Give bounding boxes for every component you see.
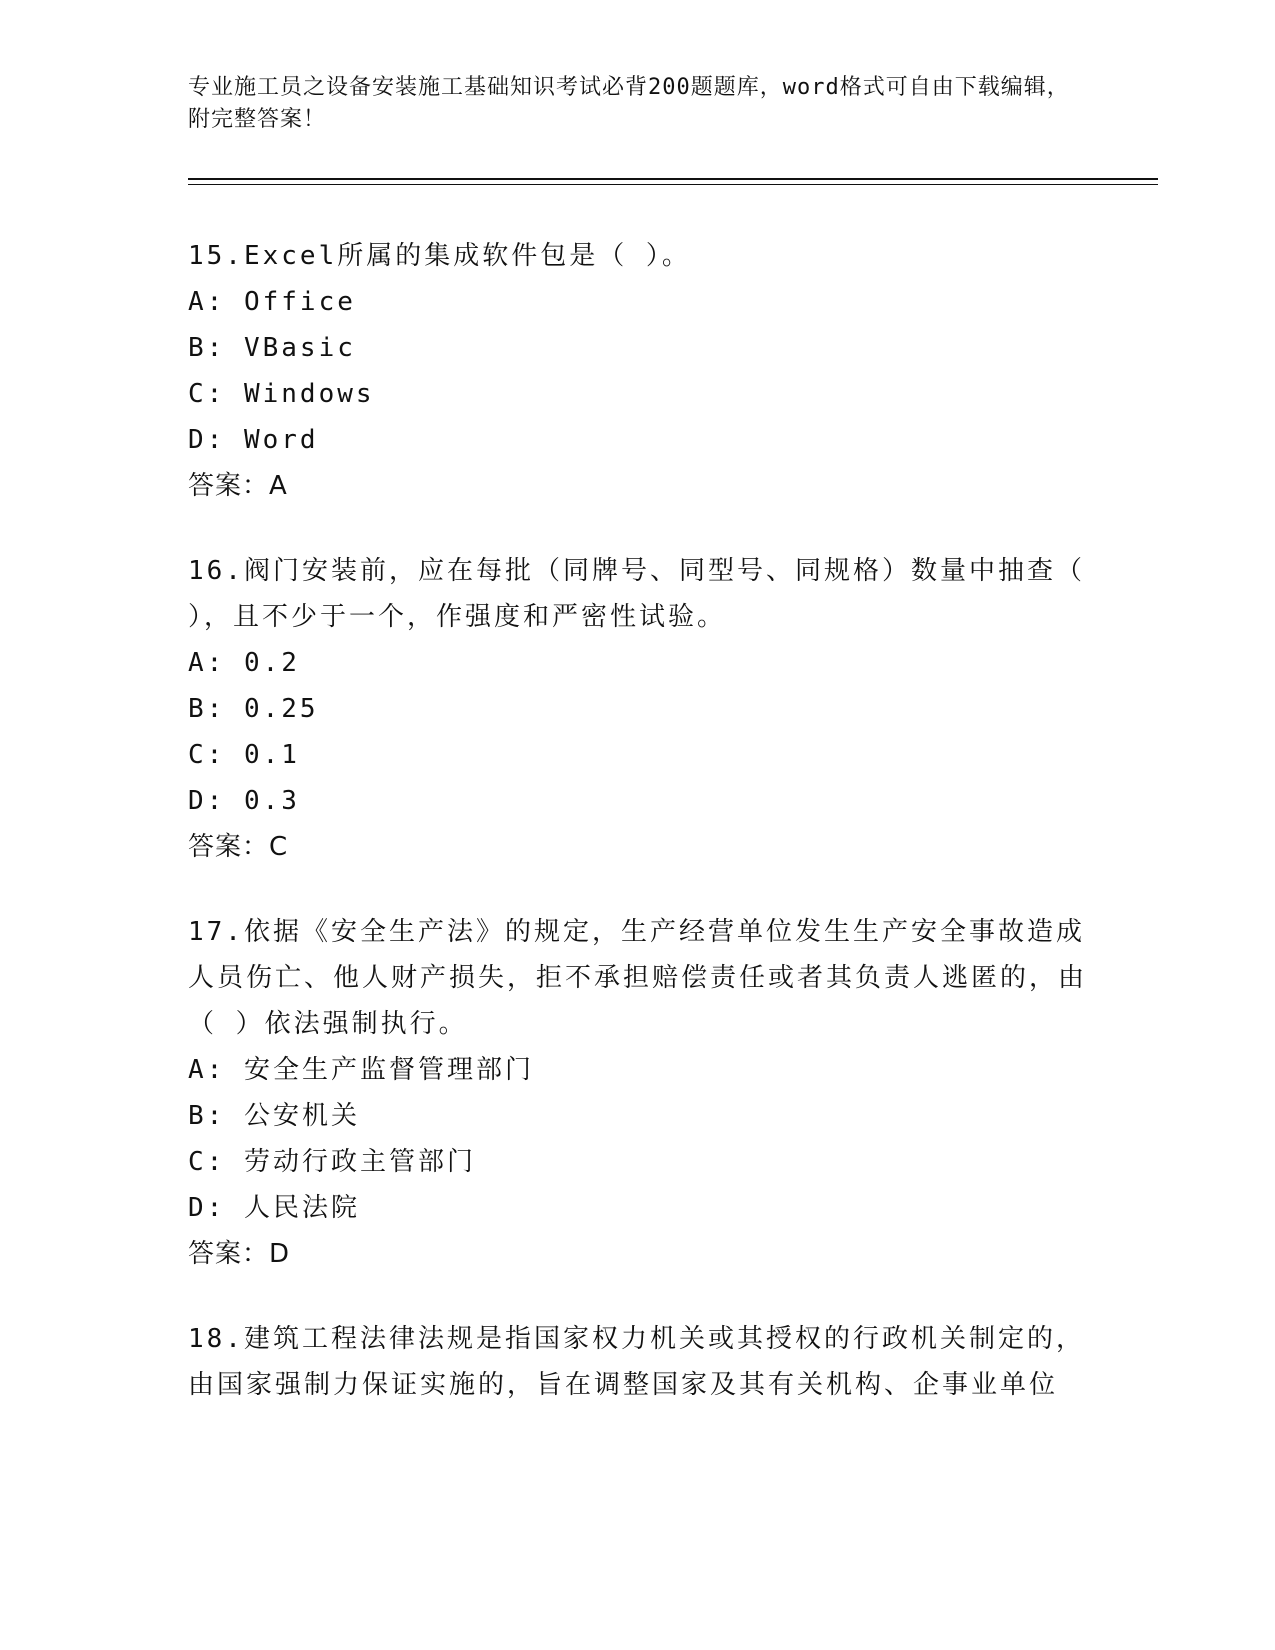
option-d: D: Word <box>188 425 319 455</box>
answer-label: 答案：D <box>188 1239 291 1269</box>
option-b: B: 公安机关 <box>188 1101 360 1131</box>
option-b: B: VBasic <box>188 333 356 363</box>
option-c: C: 0.1 <box>188 740 300 770</box>
option-c: C: Windows <box>188 379 375 409</box>
document-header: 专业施工员之设备安装施工基础知识考试必背200题题库，word格式可自由下载编辑，附完整答案！ <box>188 75 1070 132</box>
answer-label: 答案：A <box>188 471 288 501</box>
option-a: A: 0.2 <box>188 648 300 678</box>
option-c: C: 劳动行政主管部门 <box>188 1147 476 1177</box>
option-b: B: 0.25 <box>188 694 319 724</box>
option-a: A: 安全生产监督管理部门 <box>188 1055 534 1085</box>
question-list <box>188 233 1088 1447</box>
question-15 <box>188 233 1088 509</box>
header-rule-thick <box>188 178 1158 180</box>
question-stem: 16.阀门安装前，应在每批（同牌号、同型号、同规格）数量中抽查（ ），且不少于一个，作强度和严密性试验。 <box>188 556 1085 632</box>
question-17 <box>188 909 1088 1277</box>
option-d: D: 0.3 <box>188 786 300 816</box>
header-rule-thin <box>188 184 1158 185</box>
question-stem: 18.建筑工程法律法规是指国家权力机关或其授权的行政机关制定的，由国家强制力保证实施的，旨在调整国家及其有关机构、企事业单位 <box>188 1324 1085 1400</box>
question-18 <box>188 1316 1088 1408</box>
option-a: A: Office <box>188 287 356 317</box>
option-d: D: 人民法院 <box>188 1193 360 1223</box>
question-stem: 15.Excel所属的集成软件包是（ ）。 <box>188 241 691 271</box>
question-stem: 17.依据《安全生产法》的规定，生产经营单位发生生产安全事故造成人员伤亡、他人财产损失，拒不承担赔偿责任或者其负责人逃匿的，由（ ）依法强制执行。 <box>188 917 1088 1039</box>
answer-label: 答案：C <box>188 832 289 862</box>
question-16 <box>188 548 1088 870</box>
